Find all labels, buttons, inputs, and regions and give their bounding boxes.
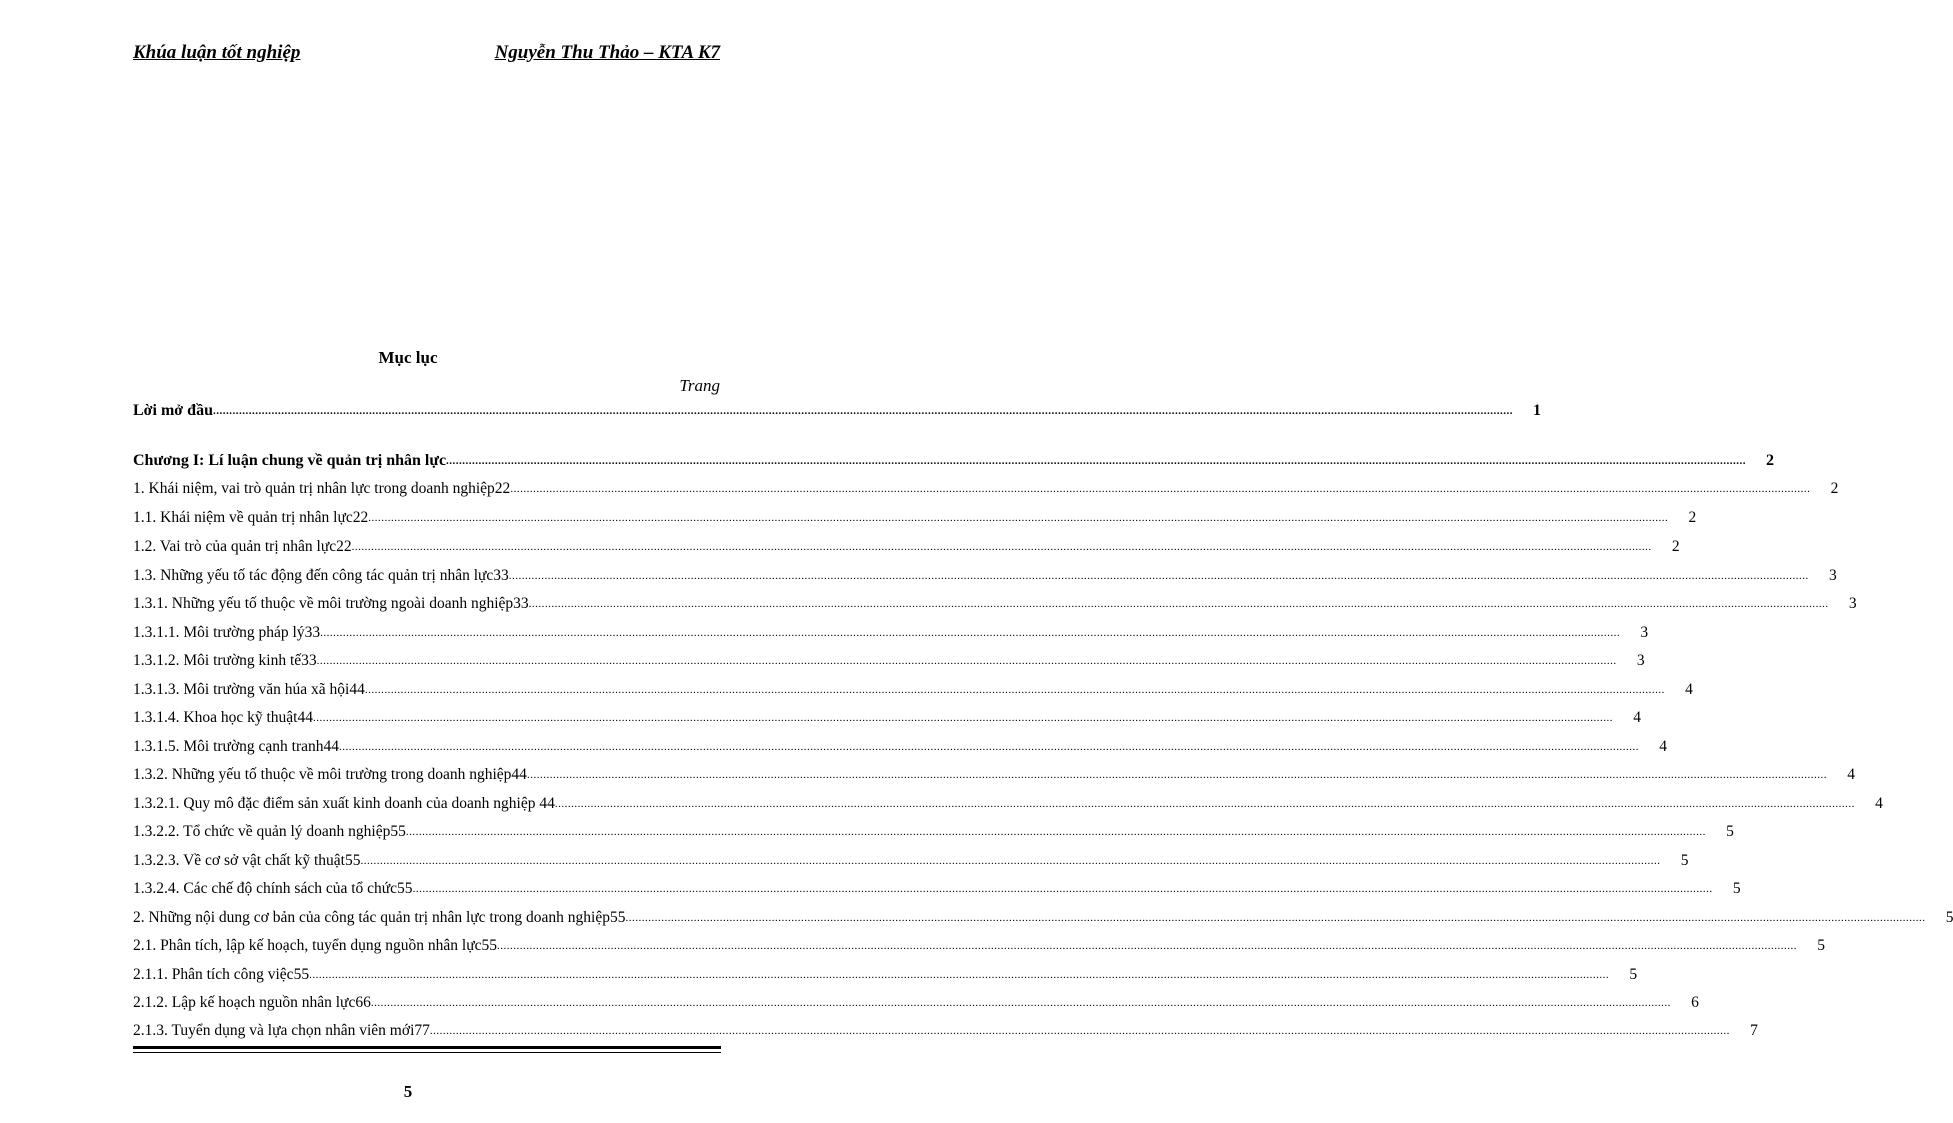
toc-entry: [133, 933, 1825, 955]
page-header: [133, 42, 720, 64]
toc-entry-page: 2: [1671, 538, 1680, 555]
toc-entry-label: 2.1. Phân tích, lập kế hoạch, tuyển dụng nguồn nhân lực55: [133, 937, 497, 954]
toc-entry-page: 2: [1688, 509, 1697, 526]
toc-leader-dots: ................................................................................................................................................................................................................................................................................................................................................................................................................: [496, 940, 1797, 952]
toc-leader-dots: ................................................................................................................................................................................................................................................................................................................................................................................................................: [320, 627, 1621, 639]
toc-entry-label: 2.1.1. Phân tích công việc55: [133, 966, 310, 983]
toc-entry-label: 1.2. Vai trò của quản trị nhân lực22: [133, 538, 352, 555]
toc-entry-label: 1.1. Khái niệm về quản trị nhân lực22: [133, 509, 369, 526]
toc-entry-page: 4: [1659, 738, 1668, 755]
toc-entry-label: 1.3.2. Những yếu tố thuộc về môi trường trong doanh nghiệp44: [133, 766, 527, 783]
toc-entry: [133, 648, 1645, 670]
toc-entry-label: 1.3.1.3. Môi trường văn húa xã hội44: [133, 681, 365, 698]
toc-entry: [133, 876, 1741, 898]
toc-leader-dots: ................................................................................................................................................................................................................................................................................................................................................................................................................: [312, 712, 1613, 724]
toc-entry: [133, 990, 1699, 1012]
toc-leader-dots: ................................................................................................................................................................................................................................................................................................................................................................................................................: [446, 455, 1747, 467]
toc-entry-label: 2.1.2. Lập kế hoạch nguồn nhân lực66: [133, 994, 371, 1011]
toc-entry-label: 2.1.3. Tuyển dụng và lựa chọn nhân viên mới77: [133, 1022, 430, 1039]
toc-entry: [133, 848, 1689, 870]
toc-entry-label: Chương I: Lí luận chung về quản trị nhân lực: [133, 452, 447, 469]
toc-entry: [133, 705, 1641, 727]
toc-entry-page: 5: [1945, 909, 1953, 926]
toc-leader-dots: ................................................................................................................................................................................................................................................................................................................................................................................................................: [316, 655, 1617, 667]
toc-entry-page: 2: [1830, 480, 1839, 497]
toc-leader-dots: ................................................................................................................................................................................................................................................................................................................................................................................................................: [370, 997, 1671, 1009]
toc-entry: [133, 962, 1638, 984]
toc-entry-label: 1.3. Những yếu tố tác động đến công tác quản trị nhân lực33: [133, 567, 509, 584]
toc-leader-dots: ................................................................................................................................................................................................................................................................................................................................................................................................................: [212, 405, 1513, 417]
toc-entry-page: 1: [1532, 402, 1541, 419]
toc-leader-dots: ................................................................................................................................................................................................................................................................................................................................................................................................................: [351, 541, 1652, 553]
toc-entry-page: 7: [1750, 1022, 1758, 1039]
toc-entry-page: 3: [1848, 595, 1857, 612]
toc-leader-dots: ................................................................................................................................................................................................................................................................................................................................................................................................................: [554, 798, 1855, 810]
toc-entry-label: 1.3.2.1. Quy mô đặc điểm sản xuất kinh doanh của doanh nghiệp 44: [133, 795, 555, 812]
toc-entry-page: 5: [1629, 966, 1638, 983]
toc-entry: [133, 563, 1837, 585]
toc-entry: [133, 905, 1953, 927]
header-author: Nguyễn Thu Thảo – KTA K7: [494, 42, 720, 63]
toc-entry-page: 5: [1680, 852, 1689, 869]
toc-entry: [133, 819, 1734, 841]
footer-rule-thick: [133, 1046, 721, 1049]
toc-leader-dots: ................................................................................................................................................................................................................................................................................................................................................................................................................: [412, 883, 1713, 895]
toc-leader-dots: ................................................................................................................................................................................................................................................................................................................................................................................................................: [368, 512, 1669, 524]
page-number: 5: [403, 1082, 413, 1101]
toc-entry-page: 5: [1817, 937, 1825, 954]
toc-leader-dots: ................................................................................................................................................................................................................................................................................................................................................................................................................: [510, 483, 1811, 495]
toc-leader-dots: ................................................................................................................................................................................................................................................................................................................................................................................................................: [508, 570, 1809, 582]
toc-entry: [133, 505, 1697, 527]
toc-entry: [133, 734, 1668, 756]
toc-entry: [133, 762, 1855, 784]
toc-entry: [133, 476, 1839, 498]
toc-entry-label: 1.3.1.4. Khoa học kỹ thuật44: [133, 709, 313, 726]
page-column-label: Trang: [679, 376, 720, 395]
toc-entry-label: 1.3.2.4. Các chế độ chính sách của tổ chức55: [133, 880, 413, 897]
toc-title: Mục lục: [378, 348, 438, 367]
toc-entry-label: 1. Khái niệm, vai trò quản trị nhân lực trong doanh nghiệp22: [133, 480, 511, 497]
toc-entry-page: 5: [1732, 880, 1741, 897]
toc-leader-dots: ................................................................................................................................................................................................................................................................................................................................................................................................................: [339, 741, 1640, 753]
toc-entry: [133, 677, 1693, 699]
toc-entry-label: 1.3.1.2. Môi trường kinh tế33: [133, 652, 317, 669]
toc-entry: [133, 620, 1649, 642]
toc-leader-dots: ................................................................................................................................................................................................................................................................................................................................................................................................................: [309, 969, 1610, 981]
toc-entry-page: 4: [1685, 681, 1693, 698]
toc-entry-page: 4: [1875, 795, 1883, 812]
toc-entry-label: 1.3.1.1. Môi trường pháp lý33: [133, 624, 321, 641]
toc-entry: [133, 534, 1680, 556]
toc-entry-page: 2: [1766, 452, 1775, 469]
toc-leader-dots: ................................................................................................................................................................................................................................................................................................................................................................................................................: [528, 598, 1829, 610]
toc-entry-page: 3: [1640, 624, 1649, 641]
toc-leader-dots: ................................................................................................................................................................................................................................................................................................................................................................................................................: [364, 684, 1665, 696]
toc-entry-page: 5: [1726, 823, 1734, 840]
toc-entry: [133, 448, 1775, 470]
toc-entry-label: 1.3.1. Những yếu tố thuộc về môi trường ngoài doanh nghiệp33: [133, 595, 529, 612]
toc-leader-dots: ................................................................................................................................................................................................................................................................................................................................................................................................................: [360, 855, 1661, 867]
footer-rule-thin: [133, 1052, 721, 1053]
toc-leader-dots: ................................................................................................................................................................................................................................................................................................................................................................................................................: [625, 912, 1926, 924]
toc-entry: [133, 398, 1541, 420]
toc-leader-dots: ................................................................................................................................................................................................................................................................................................................................................................................................................: [429, 1025, 1730, 1037]
toc-entry-label: 1.3.2.3. Về cơ sở vật chất kỹ thuật55: [133, 852, 361, 869]
toc-entry-page: 6: [1691, 994, 1699, 1011]
toc-entry-page: 3: [1829, 567, 1837, 584]
toc-entry-label: 1.3.2.2. Tổ chức về quản lý doanh nghiệp55: [133, 823, 406, 840]
toc-entry-label: 2. Những nội dung cơ bản của công tác quản trị nhân lực trong doanh nghiệp55: [133, 909, 626, 926]
toc-entry-page: 4: [1633, 709, 1641, 726]
toc-entry: [133, 1018, 1758, 1040]
toc-entry-label: 1.3.1.5. Môi trường cạnh tranh44: [133, 738, 340, 755]
toc-leader-dots: ................................................................................................................................................................................................................................................................................................................................................................................................................: [405, 826, 1706, 838]
toc-entry: [133, 791, 1883, 813]
toc-entry: [133, 591, 1857, 613]
toc-entry-page: 4: [1847, 766, 1855, 783]
toc-leader-dots: ................................................................................................................................................................................................................................................................................................................................................................................................................: [526, 769, 1827, 781]
toc-entry-page: 3: [1636, 652, 1645, 669]
header-thesis-label: Khúa luận tốt nghiệp: [133, 42, 301, 63]
toc-entry-label: Lời mở đầu: [133, 402, 213, 419]
